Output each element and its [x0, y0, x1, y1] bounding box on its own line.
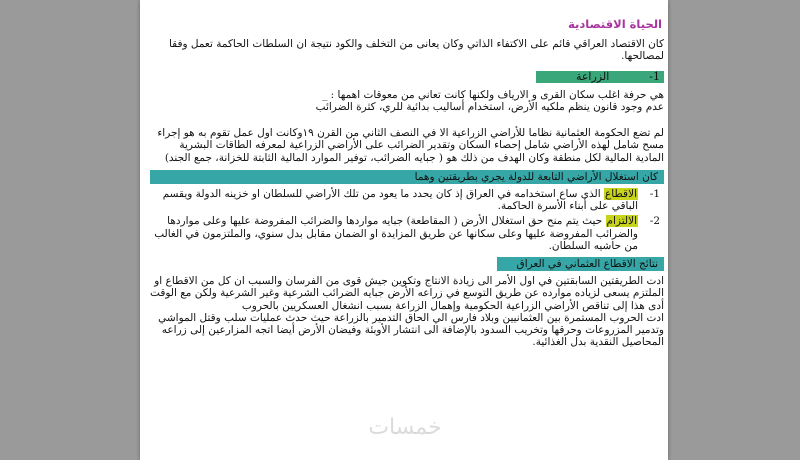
- results-paragraph-2: ادت الحروب المستمرة بين العثمانيين وبلاد فارس الي الحاق التدمير بالزراعة حيث حدث عمليات سلب وقتل المواشي وتدمير المزروعات وحرقها وتخريب السدود بالإضافة الى انتشار الأوبئة وفيضان الأرض أيضا اتجه المزارعين إلى زراعه المحاصيل النقدية بدل الغذائية.: [158, 311, 664, 349]
- section-number: 1-: [649, 69, 660, 83]
- iqta-text: الذى ساع استخدامه في العراق إذ كان يحدد ما يعود من تلك الأراضي للسلطان او خزينه الدولة ويقسم الباقي على أبناء الأسرة الحاكمة.: [162, 188, 638, 213]
- page-title: الحياة الاقتصادية: [568, 17, 662, 31]
- list-item-iltizam: [150, 215, 664, 252]
- agriculture-line-2: عدم وجود قانون ينظم ملكيه الأرض، استخدام أساليب بدائية للري، كثرة الضرائب: [315, 101, 664, 114]
- list-number: 2-: [649, 215, 660, 228]
- results-paragraph-1: ادت الطريقتين السابقتين في اول الأمر الى زيادة الانتاج وتكوين جيش قوى من الفرسان والسبب ان كل من الاقطاع او الملتزم يسعى لزياده موارده عن طريق التوسع في زراعه الأرض جبايه الضرائب الشرعية وغير الشرعية ولكن مع الوقت أدى هذا إلى تناقص الأراضي الزراعية الحكومية وإهمال الزراعة بسبب انشغال العسكريين بالحروب: [150, 275, 664, 312]
- iltizam-text: حيث يتم منح حق استغلال الأرض ( المقاطعة) جبايه مواردها والضرائب المفروضة عليها وعلى مواردها والضرائب المفروضة عليها وعلى سكانها عن طريق المزايدة او الضمان مقابل بدل سنوي، والملتزمون في الغالب من حاشيه السلطان.: [154, 215, 638, 252]
- section-title: الزراعة: [575, 69, 610, 83]
- term-iqta: الاقطاع: [604, 188, 637, 201]
- document-content: [150, 18, 664, 348]
- results-heading-row: [150, 255, 664, 275]
- list-number: 1-: [649, 188, 660, 201]
- section-agriculture-heading: [150, 69, 664, 89]
- agriculture-line-1: هي حرفة اغلب سكان القرى و الارياف ولكنها كانت تعاني من معوقات اهمها : _: [322, 88, 664, 101]
- agriculture-heading-highlight: [536, 71, 664, 83]
- results-heading: نتائج الاقطاع العثماني في العراق: [497, 257, 664, 271]
- watermark-logo: خمسات: [368, 415, 442, 440]
- ottoman-paragraph: لم تضع الحكومة العثمانية نظاما للأراضي الزراعية الا في النصف الثاني من القرن ١٩وكانت اول عمل تقوم به هو إجراء مسح شامل لهذه الأراضي شامل إحصاء السكان وتقدير الضرائب على الأراضي الزراعية لمعرفه الطاقات البشرية المادية المالية لكل منطقة وكان الهدف من ذلك هو ( جبايه الضرائب، توفير الموارد المالية الثابتة للخزانة، جمع الجند): [157, 127, 664, 164]
- list-item-iqta: [150, 188, 664, 212]
- intro-paragraph: كان الاقتصاد العراقي قائم على الاكتفاء الذاتي وكان يعانى من التخلف والكود نتيجة ان السلطات الحاكمة تعمل وفقا لمصالحها.: [168, 38, 664, 63]
- term-iltizam: الالتزام: [606, 215, 637, 228]
- land-exploitation-heading: كان استغلال الأراضي التابعة للدولة يجري بطريقتين وهما: [150, 170, 664, 184]
- document-page: [140, 0, 668, 460]
